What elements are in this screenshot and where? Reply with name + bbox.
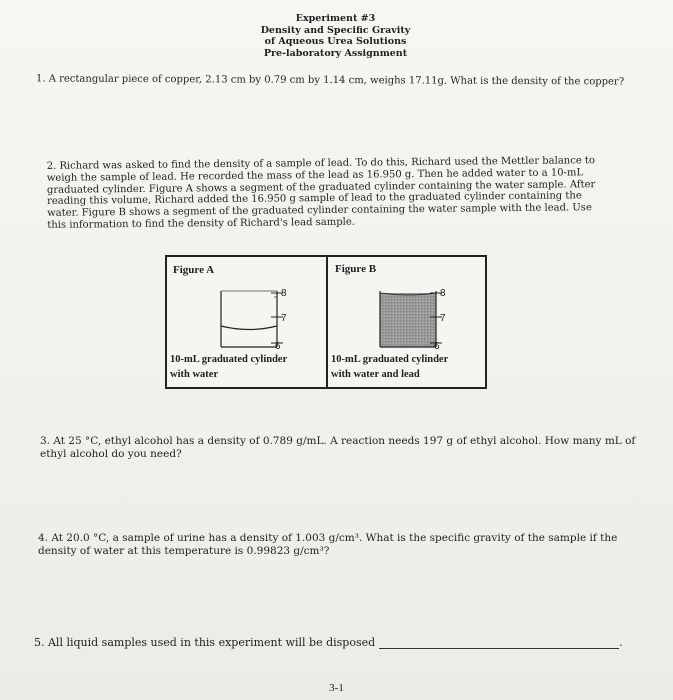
- question-3: 3. At 25 °C, ethyl alcohol has a density of 0.789 g/mL. A reaction needs 197 g of ethyl alcohol. How many mL of ethyl alcohol do you need?: [40, 435, 636, 460]
- figure-b-cylinder: [376, 281, 456, 353]
- figure-a-cylinder: [217, 281, 297, 353]
- experiment-title: Density and Specific Gravity: [260, 24, 411, 36]
- tick-a-7-label: 7: [281, 313, 287, 324]
- figure-b-caption-line-2: with water and lead: [331, 369, 420, 380]
- question-5-text: 5. All liquid samples used in this experiment will be disposed: [34, 636, 376, 649]
- experiment-number: Experiment #3: [295, 13, 376, 24]
- question-5: [34, 637, 634, 649]
- assignment-type: Pre-laboratory Assignment: [263, 47, 408, 59]
- tick-b-7-label: 7: [440, 313, 446, 324]
- figure-panel: [165, 255, 487, 389]
- assignment-header: [0, 13, 673, 59]
- question-2: 2. Richard was asked to find the density of a sample of lead. To do this, Richard used the Mettler balance to weigh the sample of lead. He recorded the mass of the lead as 16.950 g. Then he added water to a 10-mL graduated cylinder. Figure A shows a segment of the graduated cylinder containing the water sample. After reading this volume, Richard added the 16.950 g sample of lead to the graduated cylinder containing the water. Figure B shows a segment of the graduated cylinder containing the water sample with the lead. Use this information to find the density of Richard's lead sample.: [46, 155, 596, 231]
- water-meniscus-a: [221, 326, 277, 330]
- lead-and-water-fill: [380, 293, 436, 347]
- figure-a-caption-line-1: 10-mL graduated cylinder: [170, 354, 288, 365]
- figure-divider: [326, 257, 328, 387]
- answer-blank[interactable]: [379, 638, 619, 649]
- figure-b-title: Figure B: [335, 263, 377, 275]
- tick-b-8-label: 8: [440, 288, 446, 299]
- figure-a-title: Figure A: [173, 264, 215, 276]
- experiment-subtitle: of Aqueous Urea Solutions: [264, 36, 407, 47]
- tick-a-6-label: 6: [275, 341, 281, 352]
- figure-a-caption-line-2: with water: [170, 369, 219, 380]
- question-4: 4. At 20.0 °C, a sample of urine has a density of 1.003 g/cm³. What is the specific gravity of the sample if the density of water at this temperature is 0.99823 g/cm³?: [38, 532, 618, 557]
- tick-a-8-label: 8: [281, 288, 287, 299]
- page-number: 3-1: [329, 682, 344, 694]
- tick-b-6-label: 6: [434, 341, 440, 352]
- question-1: 1. A rectangular piece of copper, 2.13 cm by 0.79 cm by 1.14 cm, weighs 17.11g. What is the density of the copper?: [35, 73, 625, 88]
- question-5-period: .: [619, 636, 623, 649]
- figure-b-caption-line-1: 10-mL graduated cylinder: [331, 354, 449, 365]
